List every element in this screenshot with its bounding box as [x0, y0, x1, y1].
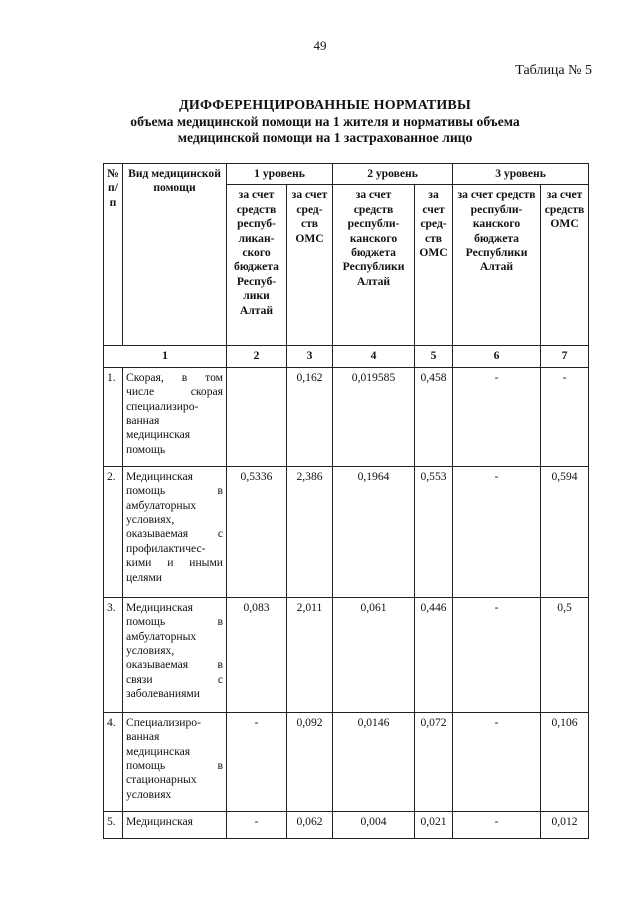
value-l1-oms: 0,092	[287, 712, 333, 811]
header-level-2: 2 уровень	[333, 164, 453, 185]
value-l2-republic-budget: 0,0146	[333, 712, 415, 811]
care-type: Специализиро-ванная медицинская помощь в стационарных условиях	[123, 712, 227, 811]
header-l2-republic-budget: за счет средств республи-канского бюджета Республики Алтай	[333, 185, 415, 346]
care-type: Скорая, в том числе скорая специализиро-ванная медицинская помощь	[123, 367, 227, 466]
title-line-2: объема медицинской помощи на 1 жителя и нормативы объема	[130, 114, 520, 129]
care-type: Медицинская помощь в амбулаторных условиях, оказываемая с профилактичес-кими и иными целями	[123, 466, 227, 597]
value-l1-republic-budget: -	[227, 811, 287, 838]
col-number: 7	[541, 346, 589, 367]
value-l3-oms: 0,012	[541, 811, 589, 838]
value-l3-oms: 0,5	[541, 597, 589, 712]
col-number: 1	[104, 346, 227, 367]
table-row	[104, 712, 589, 811]
header-l2-oms: за счет сред-ств ОМС	[415, 185, 453, 346]
column-number-row	[104, 346, 589, 367]
value-l2-republic-budget: 0,019585	[333, 367, 415, 466]
header-l3-republic-budget: за счет средств республи-канского бюджета Республики Алтай	[453, 185, 541, 346]
row-number: 1.	[104, 367, 123, 466]
value-l3-oms: -	[541, 367, 589, 466]
value-l3-republic-budget: -	[453, 811, 541, 838]
value-l1-oms: 0,062	[287, 811, 333, 838]
table-row	[104, 367, 589, 466]
value-l2-republic-budget: 0,004	[333, 811, 415, 838]
value-l2-republic-budget: 0,061	[333, 597, 415, 712]
header-type: Вид медицинской помощи	[123, 164, 227, 346]
header-l3-oms: за счет средств ОМС	[541, 185, 589, 346]
value-l2-oms: 0,553	[415, 466, 453, 597]
header-l1-oms: за счет сред-ств ОМС	[287, 185, 333, 346]
value-l1-republic-budget: -	[227, 712, 287, 811]
value-l1-republic-budget: 0,083	[227, 597, 287, 712]
header-level-1: 1 уровень	[227, 164, 333, 185]
table-title	[60, 98, 590, 146]
value-l3-republic-budget: -	[453, 367, 541, 466]
value-l2-republic-budget: 0,1964	[333, 466, 415, 597]
row-number: 4.	[104, 712, 123, 811]
col-number: 5	[415, 346, 453, 367]
value-l3-oms: 0,594	[541, 466, 589, 597]
header-row-levels	[104, 164, 589, 185]
table-row	[104, 597, 589, 712]
header-level-3: 3 уровень	[453, 164, 589, 185]
care-type: Медицинская	[123, 811, 227, 838]
row-number: 5.	[104, 811, 123, 838]
value-l2-oms: 0,446	[415, 597, 453, 712]
care-type: Медицинская помощь в амбулаторных условиях, оказываемая в связи с заболеваниями	[123, 597, 227, 712]
table-label: Таблица № 5	[515, 63, 592, 78]
value-l2-oms: 0,072	[415, 712, 453, 811]
norms-table	[103, 163, 589, 839]
value-l3-oms: 0,106	[541, 712, 589, 811]
value-l1-republic-budget	[227, 367, 287, 466]
value-l1-oms: 0,162	[287, 367, 333, 466]
col-number: 2	[227, 346, 287, 367]
col-number: 4	[333, 346, 415, 367]
table-row	[104, 466, 589, 597]
value-l3-republic-budget: -	[453, 466, 541, 597]
title-line-3: медицинской помощи на 1 застрахованное лицо	[177, 130, 473, 145]
col-number: 3	[287, 346, 333, 367]
value-l1-republic-budget: 0,5336	[227, 466, 287, 597]
table-row	[104, 811, 589, 838]
value-l1-oms: 2,386	[287, 466, 333, 597]
header-l1-republic-budget: за счет средств респуб-ликан-ского бюджета Респуб-лики Алтай	[227, 185, 287, 346]
title-line-1: ДИФФЕРЕНЦИРОВАННЫЕ НОРМАТИВЫ	[179, 98, 471, 113]
value-l1-oms: 2,011	[287, 597, 333, 712]
header-num: № п/п	[104, 164, 123, 346]
row-number: 3.	[104, 597, 123, 712]
row-number: 2.	[104, 466, 123, 597]
value-l3-republic-budget: -	[453, 597, 541, 712]
value-l2-oms: 0,021	[415, 811, 453, 838]
value-l3-republic-budget: -	[453, 712, 541, 811]
value-l2-oms: 0,458	[415, 367, 453, 466]
page-number: 49	[313, 38, 327, 53]
col-number: 6	[453, 346, 541, 367]
